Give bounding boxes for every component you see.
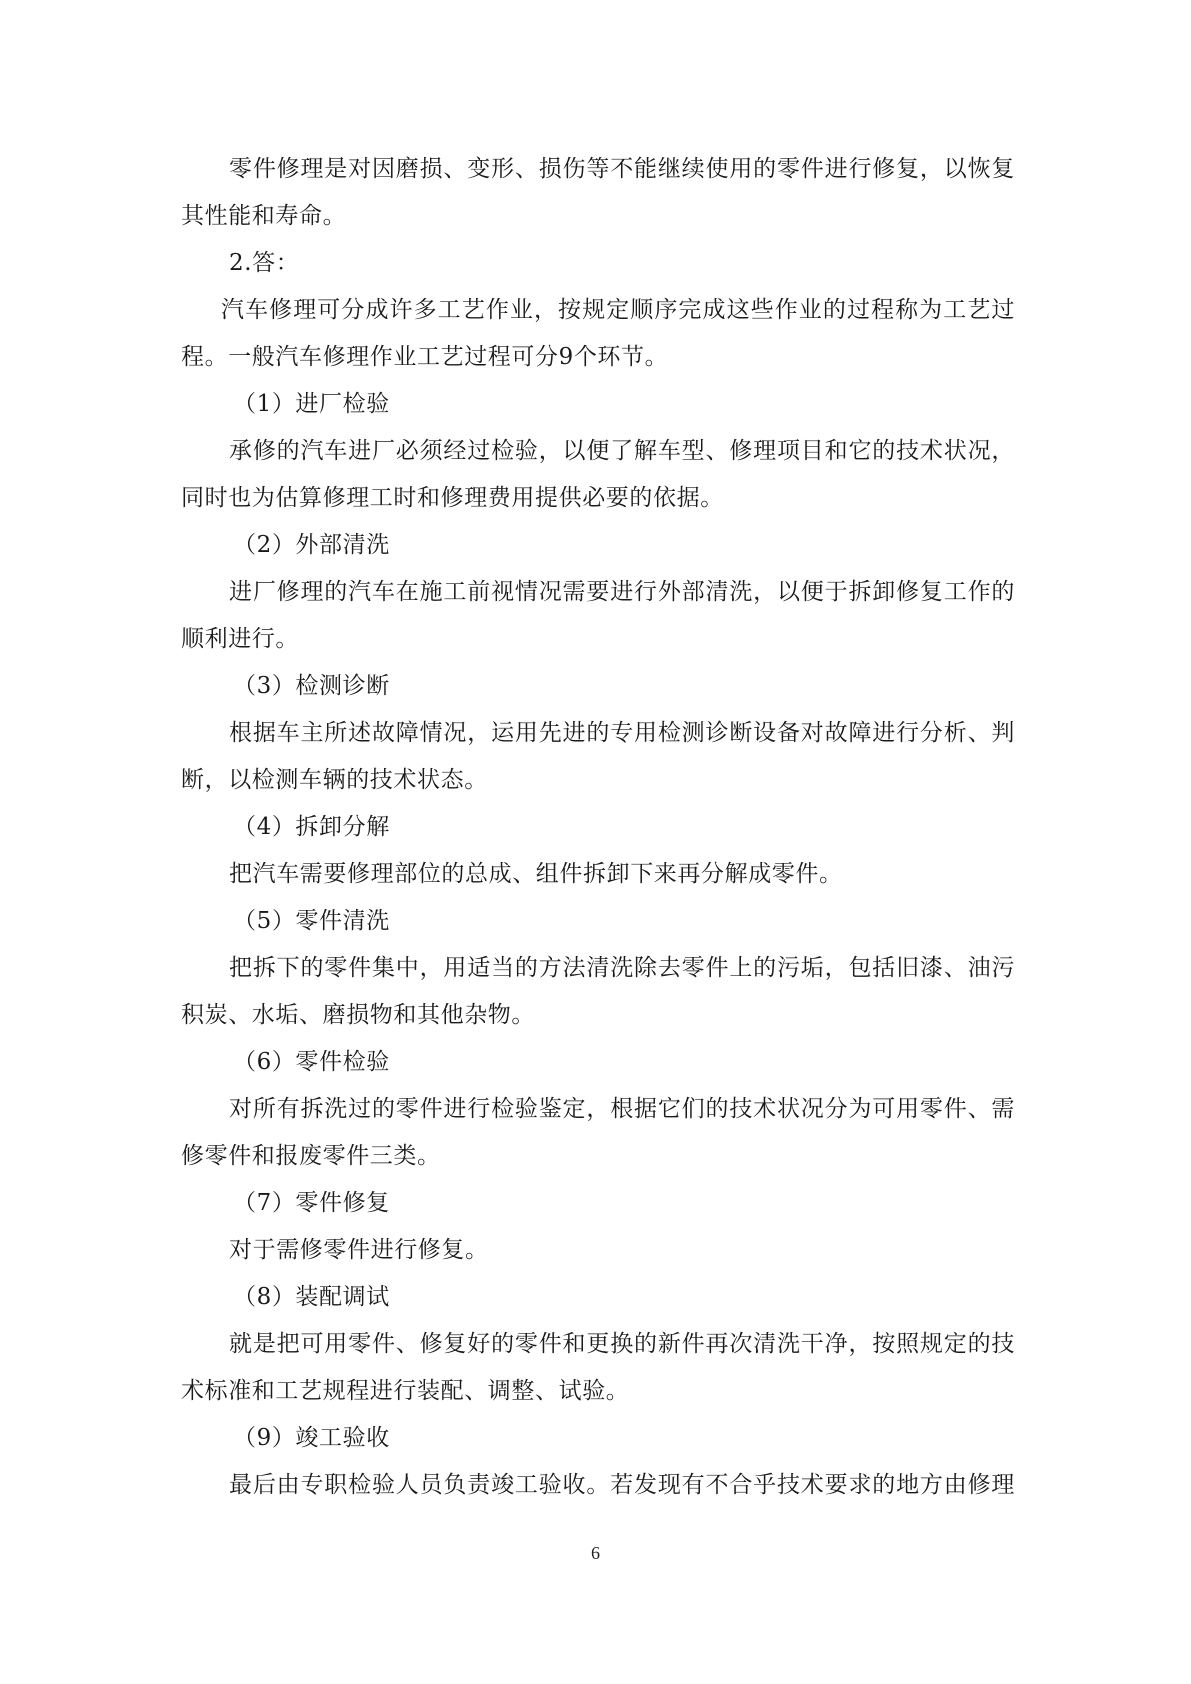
text-line: （3）检测诊断 [233,673,390,699]
text-line: 2.答： [229,250,300,276]
text-line: 修零件和报废零件三类。 [181,1143,441,1169]
text-line: （2）外部清洗 [233,532,390,558]
text-line: 积炭、水垢、磨损物和其他杂物。 [181,1002,535,1028]
text-line: （8）装配调试 [233,1284,390,1310]
text-line: 进厂修理的汽车在施工前视情况需要进行外部清洗，以便于拆卸修复工作的 [229,579,1015,605]
text-line: 承修的汽车进厂必须经过检验，以便了解车型、修理项目和它的技术状况， [229,438,1015,464]
text-line: 术标准和工艺规程进行装配、调整、试验。 [181,1378,630,1404]
text-line: 最后由专职检验人员负责竣工验收。若发现有不合乎技术要求的地方由修理 [229,1472,1015,1498]
document-body [181,146,1015,1509]
text-line: （1）进厂检验 [233,391,390,417]
text-line: 根据车主所述故障情况，运用先进的专用检测诊断设备对故障进行分析、判 [229,720,1015,746]
text-line: （4）拆卸分解 [233,814,390,840]
text-line: （7）零件修复 [233,1190,390,1216]
text-line: 顺利进行。 [181,626,299,652]
text-line: 对所有拆洗过的零件进行检验鉴定，根据它们的技术状况分为可用零件、需 [229,1096,1015,1122]
text-line: 零件修理是对因磨损、变形、损伤等不能继续使用的零件进行修复，以恢复 [229,156,1015,182]
text-line: （9）竣工验收 [233,1425,390,1451]
text-line: 程。一般汽车修理作业工艺过程可分9个环节。 [181,344,669,370]
text-line: 对于需修零件进行修复。 [229,1237,489,1263]
text-line: 把汽车需要修理部位的总成、组件拆卸下来再分解成零件。 [229,861,843,887]
text-line: 就是把可用零件、修复好的零件和更换的新件再次清洗干净，按照规定的技 [229,1331,1015,1357]
text-line: 同时也为估算修理工时和修理费用提供必要的依据。 [181,485,724,511]
text-line: 断，以检测车辆的技术状态。 [181,767,488,793]
text-line: 其性能和寿命。 [181,203,347,229]
text-line: 汽车修理可分成许多工艺作业，按规定顺序完成这些作业的过程称为工艺过 [221,297,1015,323]
text-line: 把拆下的零件集中，用适当的方法清洗除去零件上的污垢，包括旧漆、油污 [229,955,1015,981]
text-line: （5）零件清洗 [233,908,390,934]
text-line: （6）零件检验 [233,1049,390,1075]
page-number: 6 [591,1543,600,1563]
